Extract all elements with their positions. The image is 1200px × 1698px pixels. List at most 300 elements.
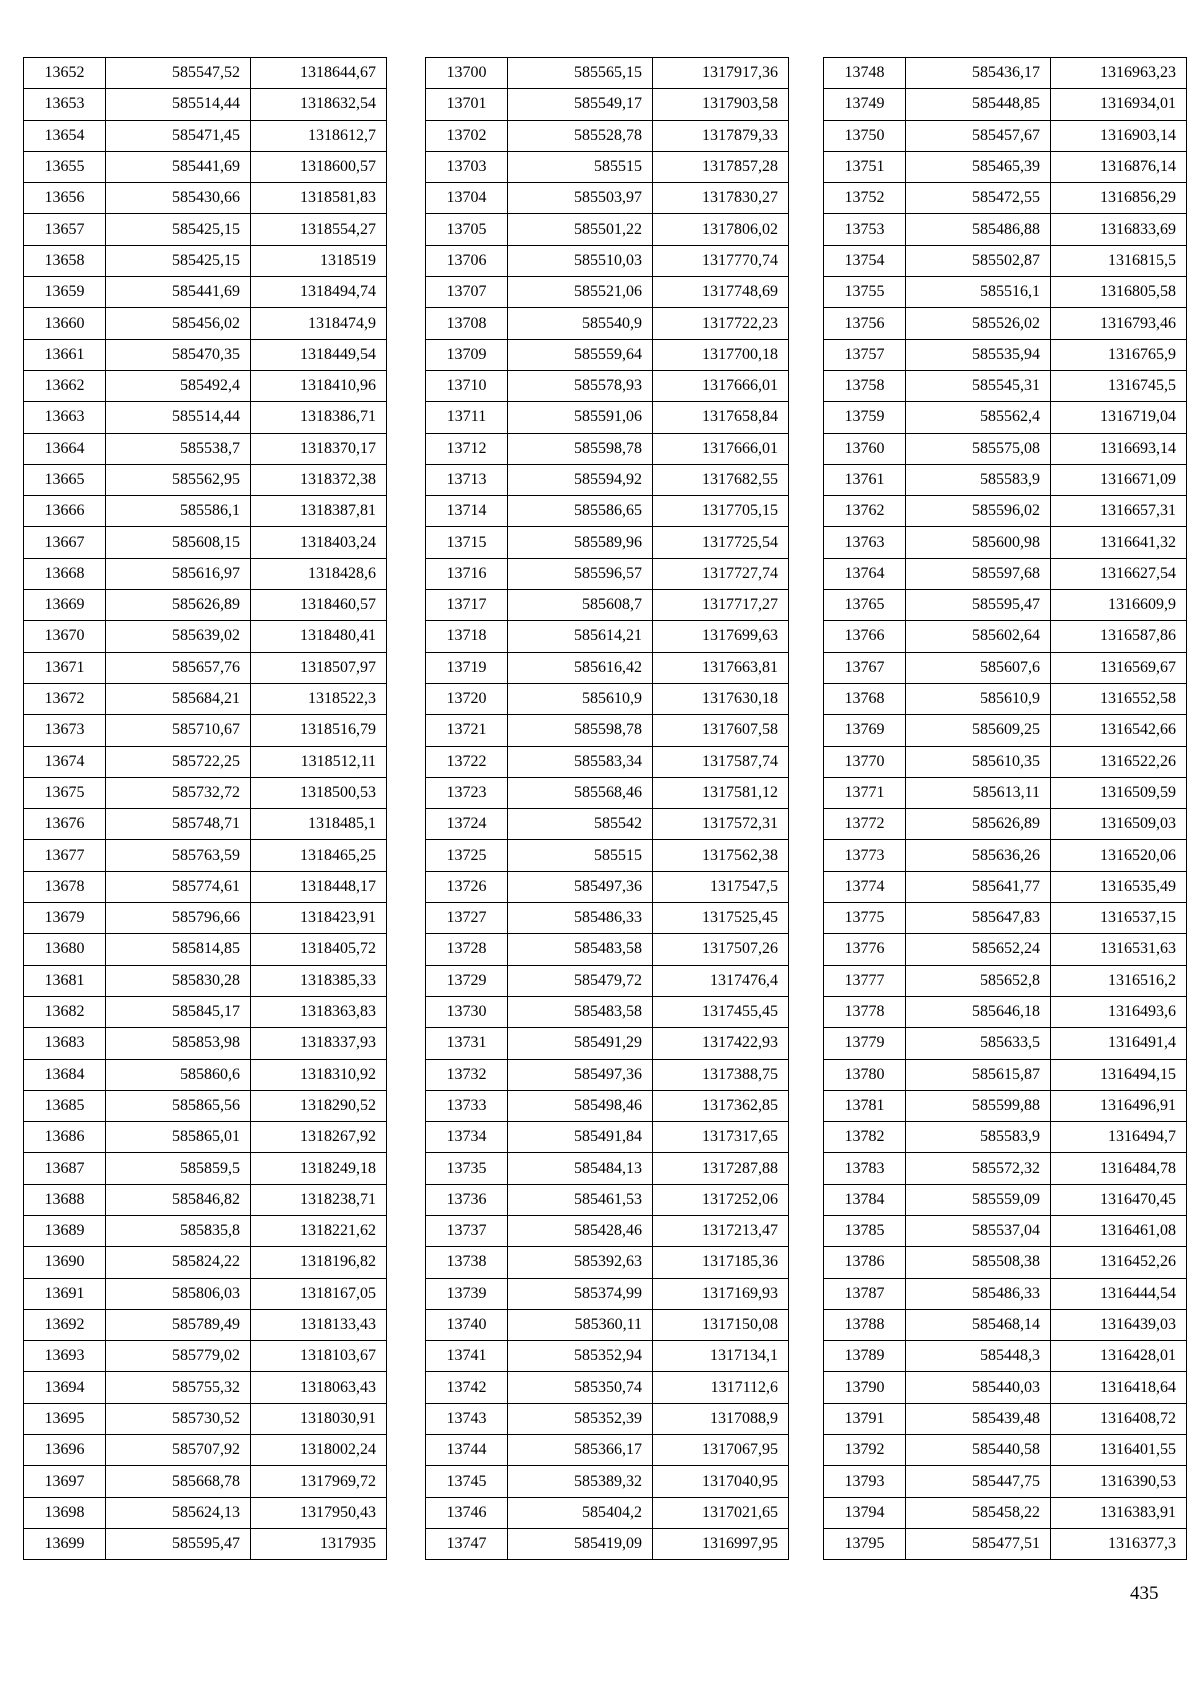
point-id-cell: 13698 (24, 1497, 106, 1528)
x-coordinate-cell: 585599,88 (906, 1090, 1051, 1121)
table-row (426, 590, 789, 621)
point-id-cell: 13760 (824, 433, 906, 464)
x-coordinate-cell: 585710,67 (106, 715, 251, 746)
point-id-cell: 13668 (24, 558, 106, 589)
y-coordinate-cell: 1318423,91 (251, 903, 387, 934)
table-row (824, 1028, 1187, 1059)
x-coordinate-cell: 585545,31 (906, 370, 1051, 401)
y-coordinate-cell: 1316805,58 (1051, 277, 1187, 308)
table-row (24, 1153, 387, 1184)
point-id-cell: 13779 (824, 1028, 906, 1059)
table-row (24, 308, 387, 339)
table-row (426, 621, 789, 652)
y-coordinate-cell: 1316408,72 (1051, 1403, 1187, 1434)
y-coordinate-cell: 1317252,06 (653, 1184, 789, 1215)
y-coordinate-cell: 1316569,67 (1051, 652, 1187, 683)
y-coordinate-cell: 1317830,27 (653, 183, 789, 214)
table-row (824, 1435, 1187, 1466)
y-coordinate-cell: 1318507,97 (251, 652, 387, 683)
table-row (426, 58, 789, 89)
y-coordinate-cell: 1316609,9 (1051, 590, 1187, 621)
point-id-cell: 13661 (24, 339, 106, 370)
x-coordinate-cell: 585352,94 (508, 1341, 653, 1372)
x-coordinate-cell: 585565,15 (508, 58, 653, 89)
point-id-cell: 13791 (824, 1403, 906, 1434)
table-row (824, 996, 1187, 1027)
table-row (824, 214, 1187, 245)
x-coordinate-cell: 585853,98 (106, 1028, 251, 1059)
y-coordinate-cell: 1316963,23 (1051, 58, 1187, 89)
table-row (24, 652, 387, 683)
y-coordinate-cell: 1317770,74 (653, 245, 789, 276)
x-coordinate-cell: 585472,55 (906, 183, 1051, 214)
point-id-cell: 13733 (426, 1090, 508, 1121)
y-coordinate-cell: 1317317,65 (653, 1122, 789, 1153)
x-coordinate-cell: 585447,75 (906, 1466, 1051, 1497)
point-id-cell: 13787 (824, 1278, 906, 1309)
point-id-cell: 13763 (824, 527, 906, 558)
table-row (24, 89, 387, 120)
y-coordinate-cell: 1316627,54 (1051, 558, 1187, 589)
y-coordinate-cell: 1316428,01 (1051, 1341, 1187, 1372)
point-id-cell: 13755 (824, 277, 906, 308)
x-coordinate-cell: 585602,64 (906, 621, 1051, 652)
y-coordinate-cell: 1318387,81 (251, 496, 387, 527)
table-row (24, 590, 387, 621)
y-coordinate-cell: 1317917,36 (653, 58, 789, 89)
table-row (824, 1090, 1187, 1121)
y-coordinate-cell: 1316876,14 (1051, 151, 1187, 182)
x-coordinate-cell: 585515 (508, 840, 653, 871)
table-row (426, 809, 789, 840)
table-row (426, 996, 789, 1027)
point-id-cell: 13752 (824, 183, 906, 214)
y-coordinate-cell: 1317722,23 (653, 308, 789, 339)
table-row (426, 1122, 789, 1153)
table-row (24, 402, 387, 433)
x-coordinate-cell: 585360,11 (508, 1309, 653, 1340)
y-coordinate-cell: 1318363,83 (251, 996, 387, 1027)
point-id-cell: 13675 (24, 777, 106, 808)
table-row (824, 1153, 1187, 1184)
x-coordinate-cell: 585448,85 (906, 89, 1051, 120)
x-coordinate-cell: 585501,22 (508, 214, 653, 245)
x-coordinate-cell: 585374,99 (508, 1278, 653, 1309)
x-coordinate-cell: 585624,13 (106, 1497, 251, 1528)
point-id-cell: 13751 (824, 151, 906, 182)
table-row (426, 1309, 789, 1340)
y-coordinate-cell: 1317700,18 (653, 339, 789, 370)
x-coordinate-cell: 585497,36 (508, 871, 653, 902)
y-coordinate-cell: 1316418,64 (1051, 1372, 1187, 1403)
y-coordinate-cell: 1318267,92 (251, 1122, 387, 1153)
table-row (824, 903, 1187, 934)
point-id-cell: 13664 (24, 433, 106, 464)
table-row (24, 339, 387, 370)
x-coordinate-cell: 585594,92 (508, 464, 653, 495)
x-coordinate-cell: 585477,51 (906, 1528, 1051, 1559)
table-row (824, 277, 1187, 308)
x-coordinate-cell: 585456,02 (106, 308, 251, 339)
x-coordinate-cell: 585589,96 (508, 527, 653, 558)
point-id-cell: 13656 (24, 183, 106, 214)
y-coordinate-cell: 1316494,15 (1051, 1059, 1187, 1090)
table-row (824, 308, 1187, 339)
point-id-cell: 13715 (426, 527, 508, 558)
table-row (24, 183, 387, 214)
y-coordinate-cell: 1318167,05 (251, 1278, 387, 1309)
point-id-cell: 13757 (824, 339, 906, 370)
table-row (824, 433, 1187, 464)
y-coordinate-cell: 1318600,57 (251, 151, 387, 182)
point-id-cell: 13747 (426, 1528, 508, 1559)
x-coordinate-cell: 585366,17 (508, 1435, 653, 1466)
table-row (824, 1309, 1187, 1340)
x-coordinate-cell: 585514,44 (106, 402, 251, 433)
y-coordinate-cell: 1318612,7 (251, 120, 387, 151)
point-id-cell: 13790 (824, 1372, 906, 1403)
table-row (24, 996, 387, 1027)
x-coordinate-cell: 585389,32 (508, 1466, 653, 1497)
table-row (824, 496, 1187, 527)
point-id-cell: 13782 (824, 1122, 906, 1153)
x-coordinate-cell: 585806,03 (106, 1278, 251, 1309)
x-coordinate-cell: 585633,5 (906, 1028, 1051, 1059)
y-coordinate-cell: 1317717,27 (653, 590, 789, 621)
table-row (426, 965, 789, 996)
x-coordinate-cell: 585528,78 (508, 120, 653, 151)
x-coordinate-cell: 585575,08 (906, 433, 1051, 464)
y-coordinate-cell: 1317562,38 (653, 840, 789, 871)
table-row (24, 1028, 387, 1059)
point-id-cell: 13684 (24, 1059, 106, 1090)
table-row (824, 151, 1187, 182)
table-row (824, 1184, 1187, 1215)
point-id-cell: 13750 (824, 120, 906, 151)
table-row (426, 151, 789, 182)
x-coordinate-cell: 585647,83 (906, 903, 1051, 934)
table-row (24, 120, 387, 151)
point-id-cell: 13738 (426, 1247, 508, 1278)
y-coordinate-cell: 1318386,71 (251, 402, 387, 433)
table-row (824, 89, 1187, 120)
x-coordinate-cell: 585441,69 (106, 151, 251, 182)
x-coordinate-cell: 585497,36 (508, 1059, 653, 1090)
point-id-cell: 13693 (24, 1341, 106, 1372)
table-row (24, 934, 387, 965)
table-row (426, 339, 789, 370)
point-id-cell: 13652 (24, 58, 106, 89)
y-coordinate-cell: 1317725,54 (653, 527, 789, 558)
y-coordinate-cell: 1318249,18 (251, 1153, 387, 1184)
y-coordinate-cell: 1316439,03 (1051, 1309, 1187, 1340)
table-row (824, 590, 1187, 621)
y-coordinate-cell: 1317169,93 (653, 1278, 789, 1309)
y-coordinate-cell: 1317547,5 (653, 871, 789, 902)
table-row (24, 558, 387, 589)
point-id-cell: 13655 (24, 151, 106, 182)
table-row (824, 58, 1187, 89)
table-row (24, 1215, 387, 1246)
x-coordinate-cell: 585615,87 (906, 1059, 1051, 1090)
point-id-cell: 13739 (426, 1278, 508, 1309)
table-row (824, 746, 1187, 777)
x-coordinate-cell: 585439,48 (906, 1403, 1051, 1434)
point-id-cell: 13708 (426, 308, 508, 339)
x-coordinate-cell: 585614,21 (508, 621, 653, 652)
table-row (426, 1466, 789, 1497)
y-coordinate-cell: 1318494,74 (251, 277, 387, 308)
x-coordinate-cell: 585537,04 (906, 1215, 1051, 1246)
x-coordinate-cell: 585457,67 (906, 120, 1051, 151)
x-coordinate-cell: 585613,11 (906, 777, 1051, 808)
point-id-cell: 13719 (426, 652, 508, 683)
point-id-cell: 13672 (24, 683, 106, 714)
table-row (24, 464, 387, 495)
x-coordinate-cell: 585865,01 (106, 1122, 251, 1153)
table-row (824, 777, 1187, 808)
table-row (24, 871, 387, 902)
x-coordinate-cell: 585595,47 (106, 1528, 251, 1559)
y-coordinate-cell: 1316494,7 (1051, 1122, 1187, 1153)
y-coordinate-cell: 1318522,3 (251, 683, 387, 714)
point-id-cell: 13725 (426, 840, 508, 871)
table-row (824, 683, 1187, 714)
point-id-cell: 13654 (24, 120, 106, 151)
point-id-cell: 13676 (24, 809, 106, 840)
x-coordinate-cell: 585392,63 (508, 1247, 653, 1278)
y-coordinate-cell: 1317630,18 (653, 683, 789, 714)
table-row (426, 715, 789, 746)
x-coordinate-cell: 585586,1 (106, 496, 251, 527)
y-coordinate-cell: 1318519 (251, 245, 387, 276)
point-id-cell: 13665 (24, 464, 106, 495)
y-coordinate-cell: 1318405,72 (251, 934, 387, 965)
table-row (824, 1059, 1187, 1090)
y-coordinate-cell: 1318103,67 (251, 1341, 387, 1372)
point-id-cell: 13700 (426, 58, 508, 89)
y-coordinate-cell: 1317112,6 (653, 1372, 789, 1403)
y-coordinate-cell: 1317422,93 (653, 1028, 789, 1059)
y-coordinate-cell: 1318221,62 (251, 1215, 387, 1246)
point-id-cell: 13780 (824, 1059, 906, 1090)
x-coordinate-cell: 585510,03 (508, 245, 653, 276)
y-coordinate-cell: 1316537,15 (1051, 903, 1187, 934)
y-coordinate-cell: 1318465,25 (251, 840, 387, 871)
x-coordinate-cell: 585835,8 (106, 1215, 251, 1246)
table-row (426, 871, 789, 902)
x-coordinate-cell: 585646,18 (906, 996, 1051, 1027)
y-coordinate-cell: 1317455,45 (653, 996, 789, 1027)
y-coordinate-cell: 1316903,14 (1051, 120, 1187, 151)
x-coordinate-cell: 585859,5 (106, 1153, 251, 1184)
table-row (426, 1059, 789, 1090)
x-coordinate-cell: 585591,06 (508, 402, 653, 433)
point-id-cell: 13707 (426, 277, 508, 308)
table-row (24, 1528, 387, 1559)
point-id-cell: 13703 (426, 151, 508, 182)
table-row (24, 1466, 387, 1497)
x-coordinate-cell: 585607,6 (906, 652, 1051, 683)
point-id-cell: 13710 (426, 370, 508, 401)
y-coordinate-cell: 1316997,95 (653, 1528, 789, 1559)
y-coordinate-cell: 1318372,38 (251, 464, 387, 495)
x-coordinate-cell: 585350,74 (508, 1372, 653, 1403)
x-coordinate-cell: 585562,95 (106, 464, 251, 495)
table-row (426, 746, 789, 777)
table-row (24, 809, 387, 840)
table-row (24, 777, 387, 808)
y-coordinate-cell: 1316401,55 (1051, 1435, 1187, 1466)
point-id-cell: 13699 (24, 1528, 106, 1559)
point-id-cell: 13761 (824, 464, 906, 495)
point-id-cell: 13673 (24, 715, 106, 746)
table-row (824, 934, 1187, 965)
y-coordinate-cell: 1318196,82 (251, 1247, 387, 1278)
table-row (426, 214, 789, 245)
y-coordinate-cell: 1317362,85 (653, 1090, 789, 1121)
point-id-cell: 13741 (426, 1341, 508, 1372)
point-id-cell: 13729 (426, 965, 508, 996)
y-coordinate-cell: 1317682,55 (653, 464, 789, 495)
y-coordinate-cell: 1317699,63 (653, 621, 789, 652)
y-coordinate-cell: 1317935 (251, 1528, 387, 1559)
point-id-cell: 13776 (824, 934, 906, 965)
table-row (24, 683, 387, 714)
x-coordinate-cell: 585583,9 (906, 464, 1051, 495)
x-coordinate-cell: 585846,82 (106, 1184, 251, 1215)
point-id-cell: 13793 (824, 1466, 906, 1497)
y-coordinate-cell: 1318632,54 (251, 89, 387, 120)
y-coordinate-cell: 1318238,71 (251, 1184, 387, 1215)
y-coordinate-cell: 1318290,52 (251, 1090, 387, 1121)
x-coordinate-cell: 585626,89 (106, 590, 251, 621)
x-coordinate-cell: 585516,1 (906, 277, 1051, 308)
y-coordinate-cell: 1318370,17 (251, 433, 387, 464)
x-coordinate-cell: 585641,77 (906, 871, 1051, 902)
y-coordinate-cell: 1317950,43 (251, 1497, 387, 1528)
point-id-cell: 13735 (426, 1153, 508, 1184)
x-coordinate-cell: 585707,92 (106, 1435, 251, 1466)
y-coordinate-cell: 1316657,31 (1051, 496, 1187, 527)
point-id-cell: 13724 (426, 809, 508, 840)
table-row (426, 1403, 789, 1434)
table-row (824, 1528, 1187, 1559)
x-coordinate-cell: 585586,65 (508, 496, 653, 527)
table-row (24, 370, 387, 401)
table-row (824, 527, 1187, 558)
y-coordinate-cell: 1317287,88 (653, 1153, 789, 1184)
table-row (24, 715, 387, 746)
table-row (426, 277, 789, 308)
y-coordinate-cell: 1318310,92 (251, 1059, 387, 1090)
point-id-cell: 13785 (824, 1215, 906, 1246)
point-id-cell: 13683 (24, 1028, 106, 1059)
point-id-cell: 13765 (824, 590, 906, 621)
x-coordinate-cell: 585483,58 (508, 996, 653, 1027)
y-coordinate-cell: 1317607,58 (653, 715, 789, 746)
y-coordinate-cell: 1317040,95 (653, 1466, 789, 1497)
table-row (24, 433, 387, 464)
y-coordinate-cell: 1317857,28 (653, 151, 789, 182)
x-coordinate-cell: 585595,47 (906, 590, 1051, 621)
point-id-cell: 13689 (24, 1215, 106, 1246)
y-coordinate-cell: 1318403,24 (251, 527, 387, 558)
y-coordinate-cell: 1317666,01 (653, 433, 789, 464)
y-coordinate-cell: 1317067,95 (653, 1435, 789, 1466)
x-coordinate-cell: 585583,34 (508, 746, 653, 777)
table-row (824, 652, 1187, 683)
table-row (426, 683, 789, 714)
table-row (426, 652, 789, 683)
x-coordinate-cell: 585471,45 (106, 120, 251, 151)
x-coordinate-cell: 585503,97 (508, 183, 653, 214)
table-row (824, 370, 1187, 401)
point-id-cell: 13769 (824, 715, 906, 746)
y-coordinate-cell: 1316470,45 (1051, 1184, 1187, 1215)
point-id-cell: 13660 (24, 308, 106, 339)
point-id-cell: 13743 (426, 1403, 508, 1434)
point-id-cell: 13674 (24, 746, 106, 777)
x-coordinate-cell: 585352,39 (508, 1403, 653, 1434)
x-coordinate-cell: 585568,46 (508, 777, 653, 808)
point-id-cell: 13781 (824, 1090, 906, 1121)
x-coordinate-cell: 585789,49 (106, 1309, 251, 1340)
table-row (24, 840, 387, 871)
y-coordinate-cell: 1318480,41 (251, 621, 387, 652)
y-coordinate-cell: 1317507,26 (653, 934, 789, 965)
x-coordinate-cell: 585598,78 (508, 433, 653, 464)
point-id-cell: 13745 (426, 1466, 508, 1497)
y-coordinate-cell: 1318410,96 (251, 370, 387, 401)
table-row (426, 903, 789, 934)
point-id-cell: 13746 (426, 1497, 508, 1528)
y-coordinate-cell: 1317581,12 (653, 777, 789, 808)
point-id-cell: 13701 (426, 89, 508, 120)
table-row (24, 1122, 387, 1153)
point-id-cell: 13775 (824, 903, 906, 934)
y-coordinate-cell: 1316793,46 (1051, 308, 1187, 339)
x-coordinate-cell: 585549,17 (508, 89, 653, 120)
table-row (426, 934, 789, 965)
point-id-cell: 13749 (824, 89, 906, 120)
table-row (426, 89, 789, 120)
x-coordinate-cell: 585486,88 (906, 214, 1051, 245)
x-coordinate-cell: 585652,24 (906, 934, 1051, 965)
y-coordinate-cell: 1316531,63 (1051, 934, 1187, 965)
table-row (24, 621, 387, 652)
y-coordinate-cell: 1316535,49 (1051, 871, 1187, 902)
x-coordinate-cell: 585722,25 (106, 746, 251, 777)
point-id-cell: 13784 (824, 1184, 906, 1215)
y-coordinate-cell: 1318448,17 (251, 871, 387, 902)
page-number: 435 (1130, 1583, 1159, 1604)
table-row (426, 120, 789, 151)
table-row (824, 1466, 1187, 1497)
table-row (24, 1247, 387, 1278)
x-coordinate-cell: 585515 (508, 151, 653, 182)
coordinate-table-2 (425, 57, 789, 1560)
point-id-cell: 13731 (426, 1028, 508, 1059)
y-coordinate-cell: 1318474,9 (251, 308, 387, 339)
y-coordinate-cell: 1316934,01 (1051, 89, 1187, 120)
point-id-cell: 13762 (824, 496, 906, 527)
y-coordinate-cell: 1316461,08 (1051, 1215, 1187, 1246)
point-id-cell: 13772 (824, 809, 906, 840)
x-coordinate-cell: 585796,66 (106, 903, 251, 934)
table-row (824, 245, 1187, 276)
table-row (824, 558, 1187, 589)
